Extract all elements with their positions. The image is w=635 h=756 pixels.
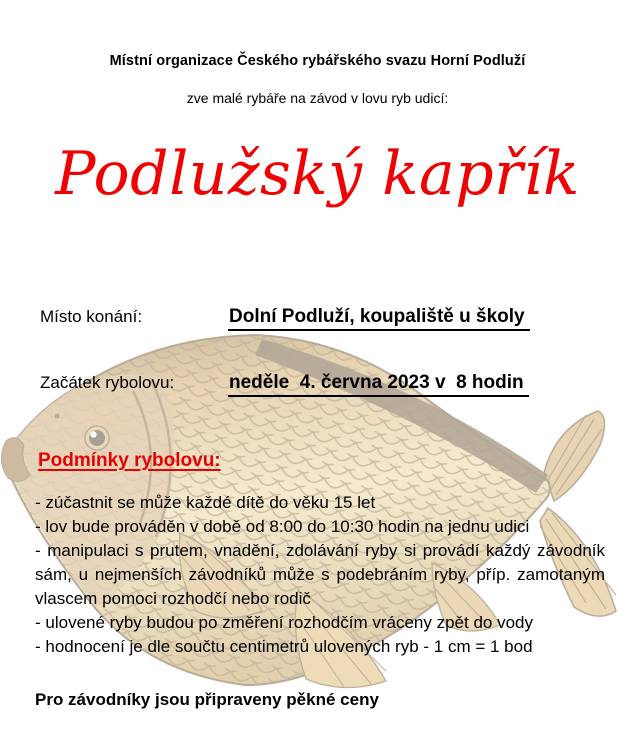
condition-item-scoring: - hodnocení je dle součtu centimetrů ulovených ryb - 1 cm = 1 bod [35,637,533,656]
start-time-row [40,372,615,397]
organization-line: Místní organizace Českého rybářského svazu Horní Podluží [109,53,526,69]
venue-row [40,306,615,331]
prizes-line: Pro závodníky jsou připraveny pěkné ceny [35,690,379,709]
condition-item-release: - ulovené ryby budou po změření rozhodčím vráceny zpět do vody [35,613,533,632]
venue-value: Dolní Podluží, koupaliště u školy [228,306,530,331]
conditions-heading: Podmínky rybolovu: [38,450,221,471]
invitation-line: zve malé rybáře na závod v lovu ryb udicí: [186,90,449,106]
conditions-list [35,491,605,659]
condition-item-time: - lov bude prováděn v době od 8:00 do 10:30 hodin na jednu udici [35,517,530,536]
event-title: Podlužský kapřík [55,139,580,209]
start-time-value: neděle 4. června 2023 v 8 hodin [228,372,529,397]
venue-label: Místo konání: [40,307,143,326]
start-time-label: Začátek rybolovu: [40,373,175,392]
condition-item-handling: - manipulaci s prutem, vnadění, zdolávání ryby si provádí každý závodník sám, u nejmenších závodníků může s podebráním ryby, příp. zamotaným vlascem pomoci rozhodčí nebo rodič [35,541,605,608]
condition-item-age: - zúčastnit se může každé dítě do věku 15 let [35,493,376,512]
